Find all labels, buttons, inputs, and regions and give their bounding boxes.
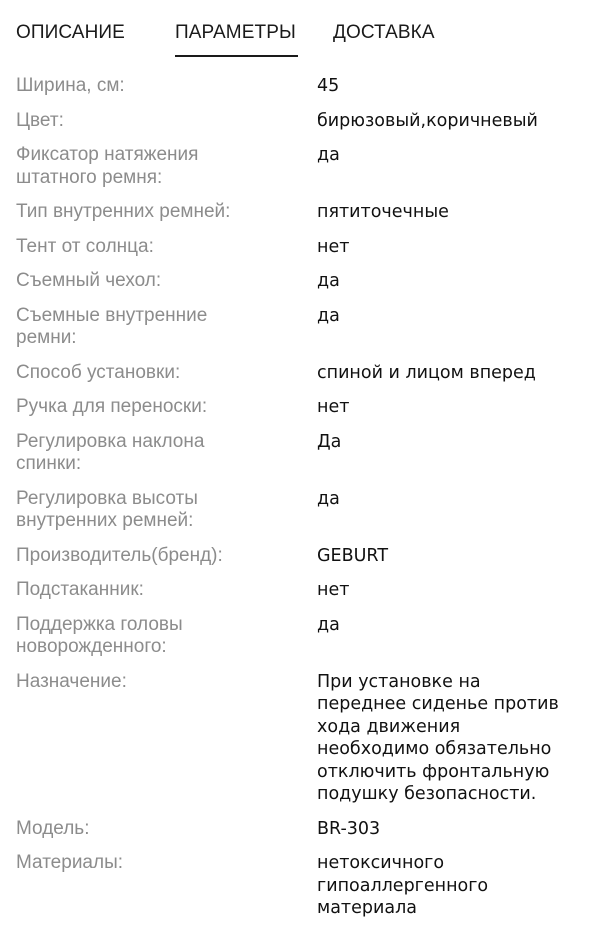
param-row (0, 362, 600, 385)
param-value-line: необходимо обязательно (317, 739, 552, 759)
param-value-line: Да (317, 431, 342, 452)
param-value (317, 852, 577, 920)
param-row (0, 488, 600, 533)
param-value-line: да (317, 614, 340, 635)
param-value-line: нет (317, 580, 350, 600)
param-label-line: спинки: (16, 453, 82, 474)
param-value (317, 305, 577, 350)
param-label-line: внутренних ремней: (16, 510, 194, 531)
param-value-line: нетоксичного (317, 853, 445, 873)
param-value-line: переднее сиденье против (317, 694, 559, 714)
param-label-line: Поддержка головы (16, 613, 183, 635)
param-row (0, 75, 600, 98)
param-label (0, 110, 317, 133)
param-label (0, 579, 317, 602)
param-row (0, 144, 600, 189)
param-value (317, 110, 577, 133)
param-label (0, 362, 317, 385)
param-label (0, 488, 317, 533)
param-row (0, 545, 600, 568)
param-value-line: BR-303 (317, 818, 381, 839)
param-value-line: При установке на (317, 671, 481, 692)
param-row (0, 110, 600, 133)
param-row (0, 270, 600, 293)
param-value-line: подушку безопасности. (317, 784, 537, 804)
param-row (0, 818, 600, 841)
param-value-line: материала (317, 898, 418, 918)
param-value-line: нет (317, 236, 350, 257)
param-label-line: Производитель(бренд): (16, 544, 223, 566)
param-row (0, 305, 600, 350)
param-label-line: Материалы: (16, 852, 124, 873)
param-label-line: Съемные внутренние (16, 304, 208, 326)
param-row (0, 201, 600, 224)
param-label (0, 671, 317, 806)
param-label-line: Съемный чехол: (16, 270, 162, 291)
param-value-line: хода движения (317, 716, 461, 737)
param-value-line: гипоаллергенного (317, 875, 489, 896)
param-label-line: Способ установки: (16, 361, 181, 383)
param-label-line: Регулировка высоты (16, 487, 198, 509)
param-label-line: штатного ремня: (16, 166, 163, 188)
param-value (317, 362, 577, 385)
param-value (317, 579, 577, 602)
param-label (0, 545, 317, 568)
param-row (0, 614, 600, 659)
param-row (0, 579, 600, 602)
param-value (317, 431, 577, 476)
param-label (0, 144, 317, 189)
param-label-line: ремни: (16, 327, 77, 348)
param-label-line: Цвет: (16, 109, 64, 131)
param-label (0, 396, 317, 419)
param-label (0, 852, 317, 920)
param-label-line: Ручка для переноски: (16, 396, 208, 417)
param-label-line: Регулировка наклона (16, 430, 205, 452)
param-value (317, 270, 577, 293)
param-value (317, 488, 577, 533)
param-value (317, 614, 577, 659)
param-value-line: пятиточечные (317, 202, 449, 222)
param-value-line: 45 (317, 76, 340, 96)
param-label (0, 305, 317, 350)
param-value-line: да (317, 145, 340, 165)
parameters-list (0, 75, 600, 932)
param-label (0, 270, 317, 293)
param-label-line: Тип внутренних ремней: (16, 201, 231, 222)
param-label-line: Ширина, см: (16, 75, 125, 96)
param-label-line: Назначение: (16, 670, 127, 692)
param-label-line: новорожденного: (16, 636, 167, 657)
active-tab-indicator (175, 55, 298, 57)
param-value-line: да (317, 488, 340, 509)
param-value (317, 201, 577, 224)
param-label (0, 201, 317, 224)
param-row (0, 852, 600, 920)
param-row (0, 396, 600, 419)
param-value (317, 671, 577, 806)
tab-description[interactable]: ОПИСАНИЕ (16, 22, 125, 43)
param-value (317, 818, 577, 841)
param-row (0, 236, 600, 259)
param-value-line: отключить фронтальную (317, 761, 550, 782)
param-label-line: Тент от солнца: (16, 235, 154, 257)
param-row (0, 671, 600, 806)
tab-parameters[interactable]: ПАРАМЕТРЫ (175, 22, 296, 43)
param-value-line: бирюзовый,коричневый (317, 110, 538, 131)
param-value-line: спиной и лицом вперед (317, 362, 536, 383)
param-value (317, 236, 577, 259)
param-value-line: да (317, 271, 340, 291)
param-label (0, 236, 317, 259)
param-label-line: Фиксатор натяжения (16, 144, 199, 165)
param-label (0, 614, 317, 659)
param-value-line: GEBURT (317, 545, 389, 566)
param-value (317, 75, 577, 98)
param-value-line: нет (317, 397, 350, 417)
param-value (317, 144, 577, 189)
tab-delivery[interactable]: ДОСТАВКА (333, 22, 435, 43)
param-value (317, 545, 577, 568)
param-label (0, 431, 317, 476)
param-row (0, 431, 600, 476)
param-label-line: Подстаканник: (16, 579, 144, 600)
param-value-line: да (317, 305, 340, 326)
param-label-line: Модель: (16, 817, 90, 839)
param-label (0, 818, 317, 841)
tab-bar (0, 0, 600, 60)
param-value (317, 396, 577, 419)
param-label (0, 75, 317, 98)
